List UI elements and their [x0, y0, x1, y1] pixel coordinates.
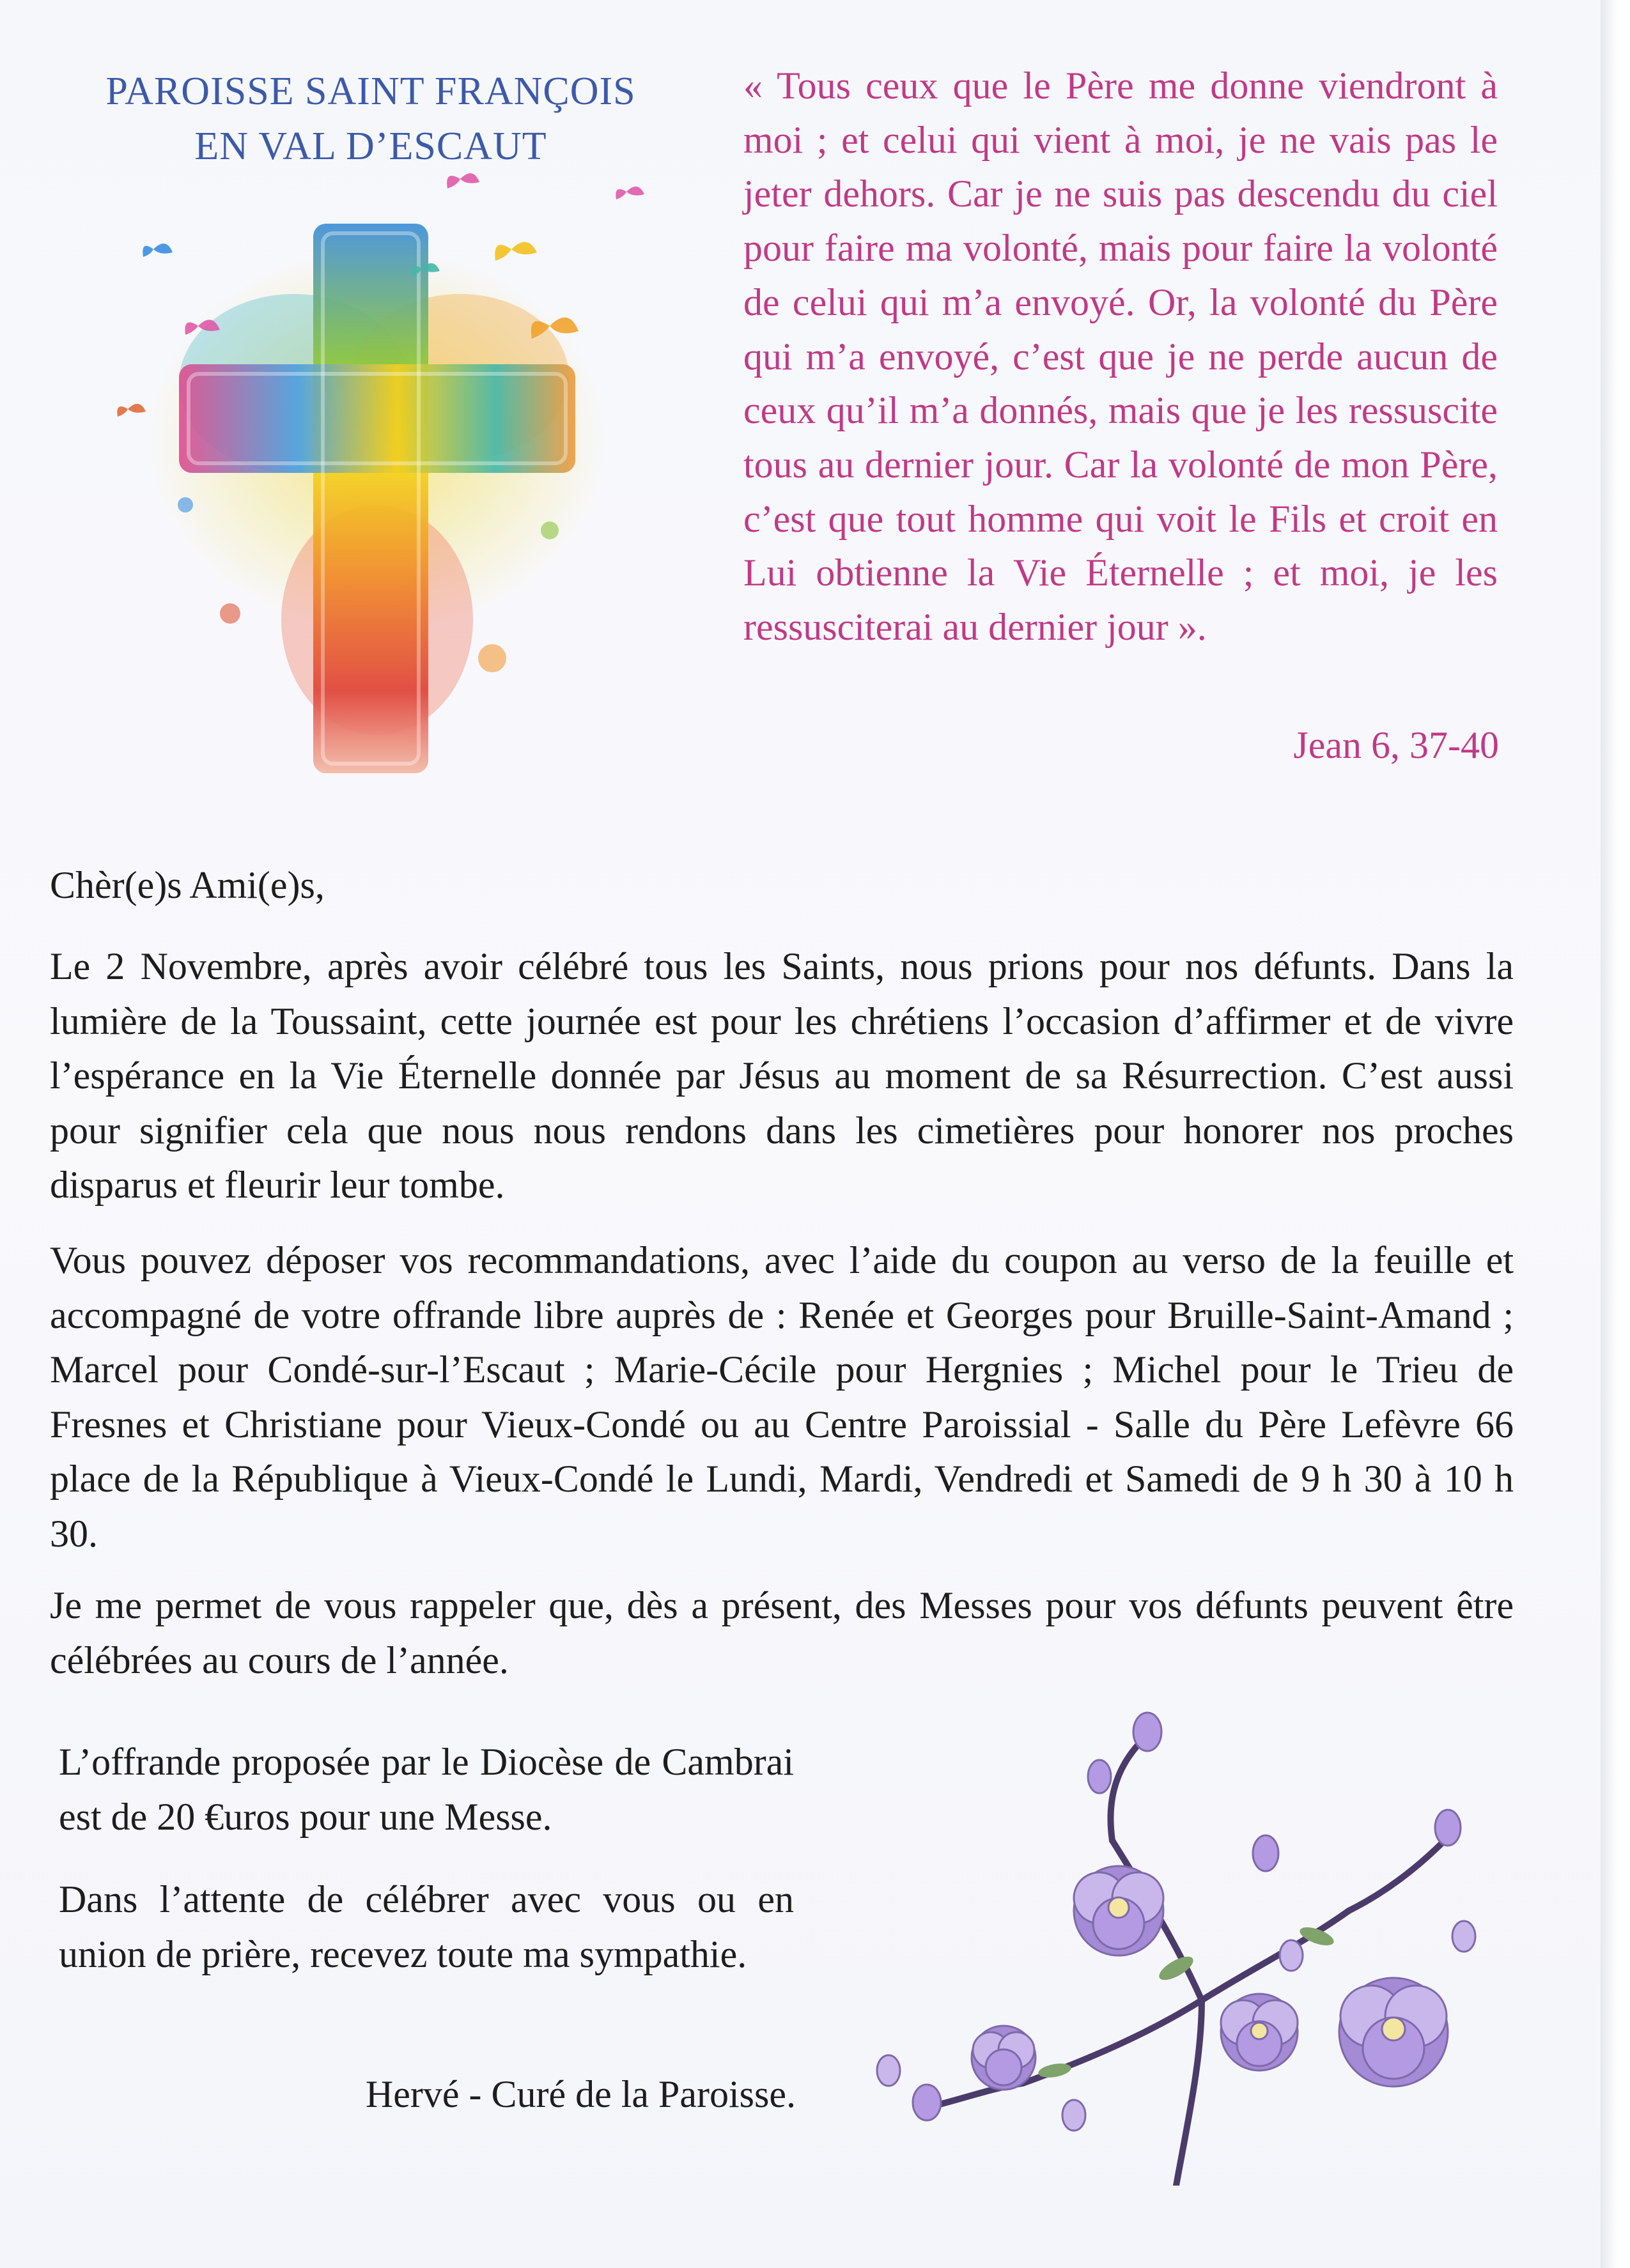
signature: Hervé - Curé de la Paroisse.	[365, 2073, 796, 2115]
purple-flowers-icon	[844, 1700, 1547, 2186]
parish-title-line1: PAROISSE SAINT FRANÇOIS	[105, 70, 636, 113]
greeting: Chèr(e)s Ami(e)s,	[50, 864, 325, 906]
parish-title-line2: EN VAL D’ESCAUT	[194, 125, 547, 168]
paragraph-3: Je me permet de vous rappeler que, dès a présent, des Messes pour vos défunts peuvent être célébrées au cours de l’année.	[50, 1584, 1514, 1681]
page-edge	[1601, 0, 1630, 2268]
rainbow-cross-icon	[102, 173, 658, 805]
flower-icon	[972, 2026, 1036, 2090]
flower-icon	[1221, 1994, 1298, 2071]
flower-icon	[1074, 1866, 1163, 1956]
bible-quote: « Tous ceux que le Père me donne viendront à moi ; et celui qui vient à moi, je ne vais pas le jeter dehors. Car je ne suis pas descendu du ciel pour faire ma volonté, mais pour faire la volonté de celui qui m’a envoyé. Or, la volonté du Père qui m’a envoyé, c’est que je ne perde aucun de ceux qu’il m’a donnés, mais que je les ressuscite tous au dernier jour. Car la volonté de mon Père, c’est que tout homme qui voit le Fils et croit en Lui obtienne la Vie Éternelle ; et moi, je les ressusciterai au dernier jour ».	[743, 65, 1498, 649]
paragraph-5: Dans l’attente de célébrer avec vous ou en union de prière, recevez toute ma sympathie.	[59, 1878, 794, 1975]
paragraph-4: L’offrande proposée par le Diocèse de Cambrai est de 20 €uros pour une Messe.	[59, 1741, 794, 1838]
paragraph-1: Le 2 Novembre, après avoir célébré tous les Saints, nous prions pour nos défunts. Dans la lumière de la Toussaint, cette journée est pour les chrétiens l’occasion d’affirmer et de vivre l’espérance en la Vie Éternelle donnée par Jésus au moment de sa Résurrection. C’est aussi pour signifier cela que nous nous rendons dans les cimetières pour honorer nos proches disparus et fleurir leur tombe.	[50, 945, 1514, 1206]
parish-title	[51, 64, 690, 174]
flower-icon	[1339, 1978, 1448, 2087]
bible-reference: Jean 6, 37-40	[1293, 724, 1499, 766]
paragraph-2: Vous pouvez déposer vos recommandations, avec l’aide du coupon au verso de la feuille et accompagné de votre offrande libre auprès de : Renée et Georges pour Bruille-Saint-Amand ; Marcel pour Condé-sur-l’Escaut ; Marie-Cécile pour Hergnies ; Michel pour le Trieu de Fresnes et Christiane pour Vieux-Condé ou au Centre Paroissial - Salle du Père Lefèvre 66 place de la République à Vieux-Condé le Lundi, Mardi, Vendredi et Samedi de 9 h 30 à 10 h 30.	[50, 1239, 1514, 1555]
